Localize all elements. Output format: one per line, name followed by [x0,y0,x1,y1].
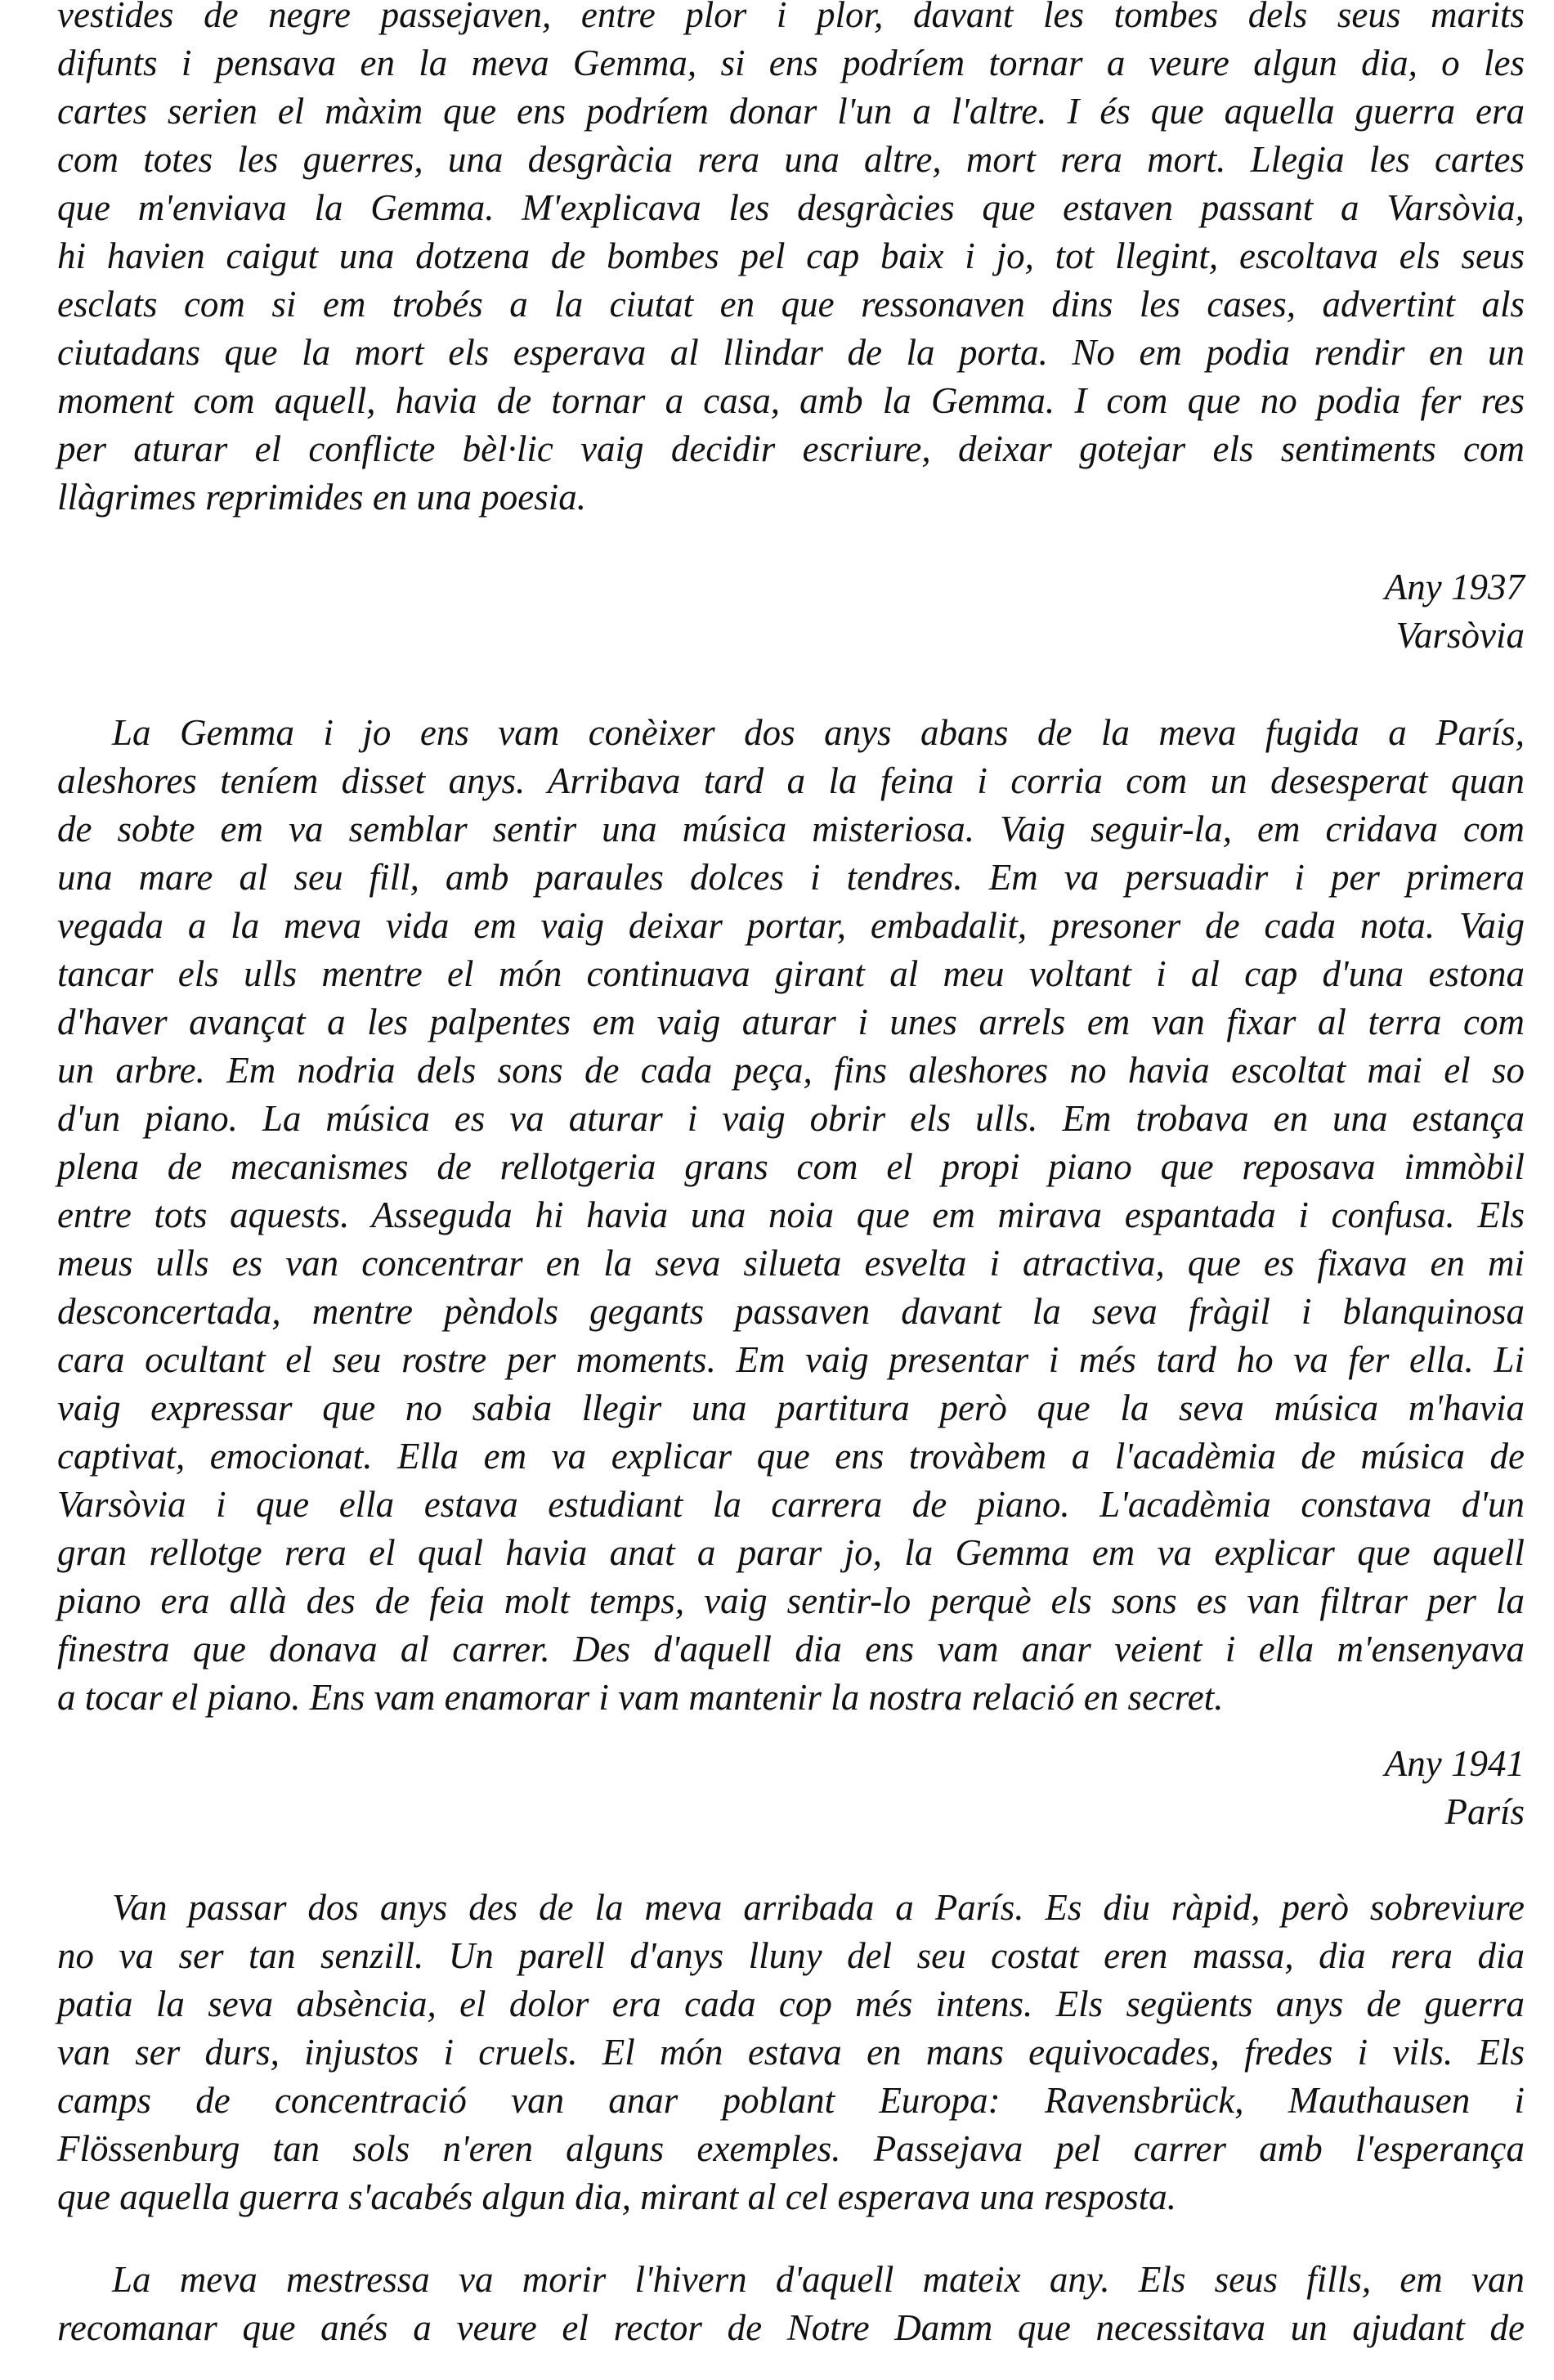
text-line: cara ocultant el seu rostre per moments. Em vaig presentar i més tard ho va fer ella. Li [57,1339,1525,1380]
text-line: vestides de negre passejaven, entre plor i plor, davant les tombes dels seus marits [57,0,1525,35]
text-line: que m'enviava la Gemma. M'explicava les desgràcies que estaven passant a Varsòvia, [57,187,1525,228]
text-line: entre tots aquests. Asseguda hi havia una noia que em mirava espantada i confusa. Els [57,1194,1525,1235]
text-line: un arbre. Em nodria dels sons de cada peça, fins aleshores no havia escoltat mai el so [57,1050,1525,1091]
text-line: meus ulls es van concentrar en la seva silueta esvelta i atractiva, que es fixava en mi [57,1243,1525,1284]
text-line: hi havien caigut una dotzena de bombes pel cap baix i jo, tot llegint, escoltava els seus [57,235,1525,276]
text-line: com totes les guerres, una desgràcia rera una altre, mort rera mort. Llegia les cartes [57,139,1525,180]
text-line: Van passar dos anys des de la meva arribada a París. Es diu ràpid, però sobreviure [112,1887,1525,1928]
text-line: La Gemma i jo ens vam conèixer dos anys abans de la meva fugida a París, [112,712,1525,753]
text-line: ciutadans que la mort els esperava al llindar de la porta. No em podia rendir en un [57,332,1525,373]
text-line: La meva mestressa va morir l'hivern d'aquell mateix any. Els seus fills, em van [112,2259,1525,2300]
text-line: piano era allà des de feia molt temps, vaig sentir-lo perquè els sons es van filtrar per la [57,1580,1525,1621]
text-line: que aquella guerra s'acabés algun dia, mirant al cel esperava una resposta. [57,2176,1177,2217]
text-line: Varsòvia i que ella estava estudiant la carrera de piano. L'acadèmia constava d'un [57,1484,1525,1525]
section-date: Any 1937 [1384,567,1525,607]
text-line: vaig expressar que no sabia llegir una partitura però que la seva música m'havia [57,1387,1525,1428]
text-line: finestra que donava al carrer. Des d'aquell dia ens vam anar veient i ella m'ensenyava [57,1629,1525,1670]
section-date: Any 1941 [1384,1743,1525,1784]
text-line: van ser durs, injustos i cruels. El món estava en mans equivocades, fredes i vils. Els [57,2032,1525,2073]
text-line: una mare al seu fill, amb paraules dolces i tendres. Em va persuadir i per primera [57,857,1525,898]
text-line: de sobte em va semblar sentir una música misteriosa. Vaig seguir-la, em cridava com [57,809,1525,849]
text-line: desconcertada, mentre pèndols gegants passaven davant la seva fràgil i blanquinosa [57,1291,1525,1332]
text-line: d'haver avançat a les palpentes em vaig aturar i unes arrels em van fixar al terra com [57,1002,1525,1042]
text-line: plena de mecanismes de rellotgeria grans com el propi piano que reposava immòbil [57,1146,1525,1187]
text-line: recomanar que anés a veure el rector de Notre Damm que necessitava un ajudant de [57,2307,1525,2348]
text-line: difunts i pensava en la meva Gemma, si ens podríem tornar a veure algun dia, o les [57,43,1525,83]
text-line: Flössenburg tan sols n'eren alguns exemples. Passejava pel carrer amb l'esperança [57,2128,1525,2169]
text-line: gran rellotge rera el qual havia anat a parar jo, la Gemma em va explicar que aquell [57,1532,1525,1573]
text-line: tancar els ulls mentre el món continuava girant al meu voltant i al cap d'una estona [57,953,1525,994]
text-line: captivat, emocionat. Ella em va explicar que ens trovàbem a l'acadèmia de música de [57,1436,1525,1477]
text-line: llàgrimes reprimides en una poesia. [57,477,587,518]
text-line: per aturar el conflicte bèl·lic vaig decidir escriure, deixar gotejar els sentiments com [57,428,1525,469]
text-line: aleshores teníem disset anys. Arribava tard a la feina i corria com un desesperat quan [57,760,1525,801]
text-line: esclats com si em trobés a la ciutat en que ressonaven dins les cases, advertint als [57,284,1525,325]
text-line: patia la seva absència, el dolor era cada cop més intens. Els següents anys de guerra [57,1983,1525,2024]
text-line: d'un piano. La música es va aturar i vaig obrir els ulls. Em trobava en una estança [57,1098,1525,1139]
section-place: París [1444,1791,1525,1832]
text-line: vegada a la meva vida em vaig deixar portar, embadalit, presoner de cada nota. Vaig [57,905,1525,946]
text-line: moment com aquell, havia de tornar a casa, amb la Gemma. I com que no podia fer res [57,380,1525,421]
section-place: Varsòvia [1395,615,1525,656]
text-line: no va ser tan senzill. Un parell d'anys lluny del seu costat eren massa, dia rera dia [57,1935,1525,1976]
text-line: camps de concentració van anar poblant Europa: Ravensbrück, Mauthausen i [57,2080,1525,2121]
text-line: a tocar el piano. Ens vam enamorar i vam mantenir la nostra relació en secret. [57,1677,1224,1718]
text-line: cartes serien el màxim que ens podríem donar l'un a l'altre. I és que aquella guerra era [57,91,1525,132]
